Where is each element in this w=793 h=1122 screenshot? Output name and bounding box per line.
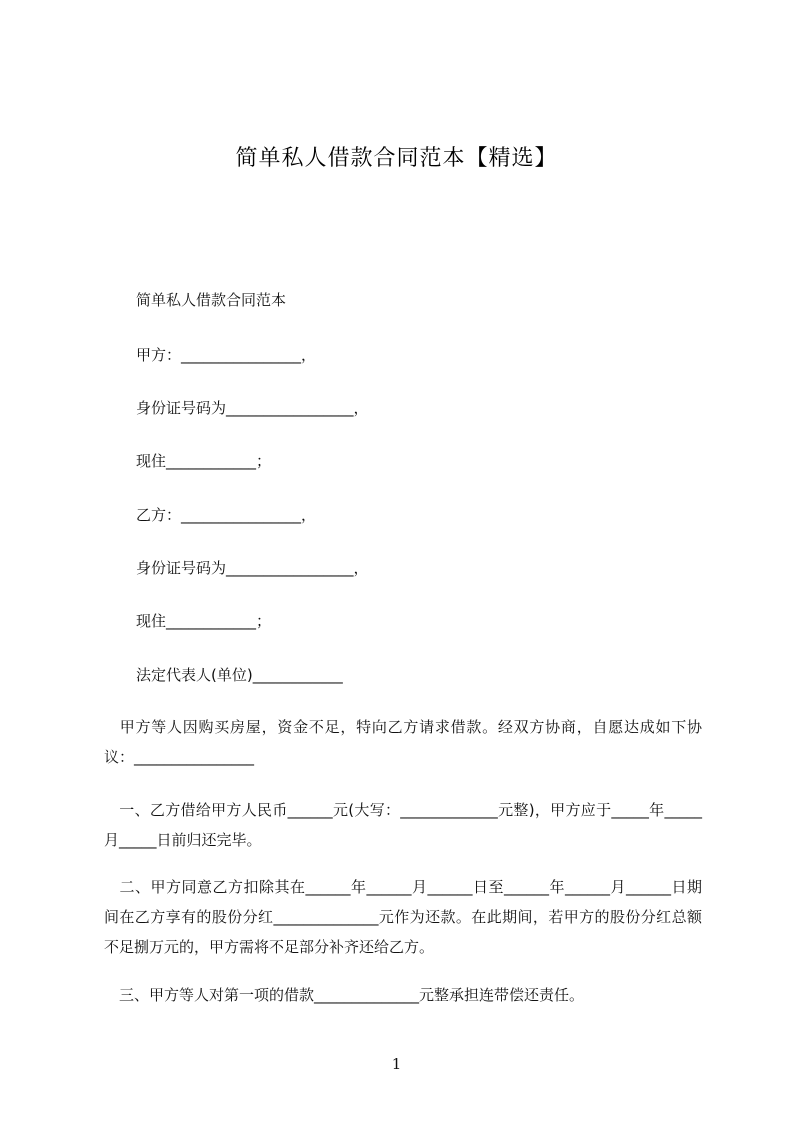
preamble-paragraph: 甲方等人因购买房屋，资金不足，特向乙方请求借款。经双方协商，自愿达成如下协议：________________ (104, 718, 702, 766)
party-a-id-line: 身份证号码为_________________， (136, 399, 369, 417)
party-b-line: 乙方：________________， (136, 506, 317, 524)
clause-2-paragraph: 二、甲方同意乙方扣除其在______年______月______日至______年______月______日期间在乙方享有的股份分红______________元作为还款。在此期间，若甲方的股份分红总额不足捌万元的，甲方需将不足部分补齐还给乙方。 (104, 878, 702, 956)
party-a-address-line: 现住____________； (136, 452, 272, 470)
party-a-line: 甲方：________________， (136, 346, 317, 364)
document-title: 简单私人借款合同范本【精选】 (235, 146, 558, 171)
clause-3-paragraph: 三、甲方等人对第一项的借款______________元整承担连带偿还责任。 (104, 986, 585, 1004)
page-number: 1 (391, 1055, 402, 1073)
party-b-address-line: 现住____________； (136, 612, 272, 630)
legal-representative-line: 法定代表人(单位)____________ (136, 666, 343, 684)
party-b-id-line: 身份证号码为_________________， (136, 559, 369, 577)
contract-subtitle: 简单私人借款合同范本 (136, 291, 287, 309)
clause-1-paragraph: 一、乙方借给甲方人民币______元(大写：_____________元整)，甲方应于_____年_____月_____日前归还完毕。 (104, 801, 702, 849)
